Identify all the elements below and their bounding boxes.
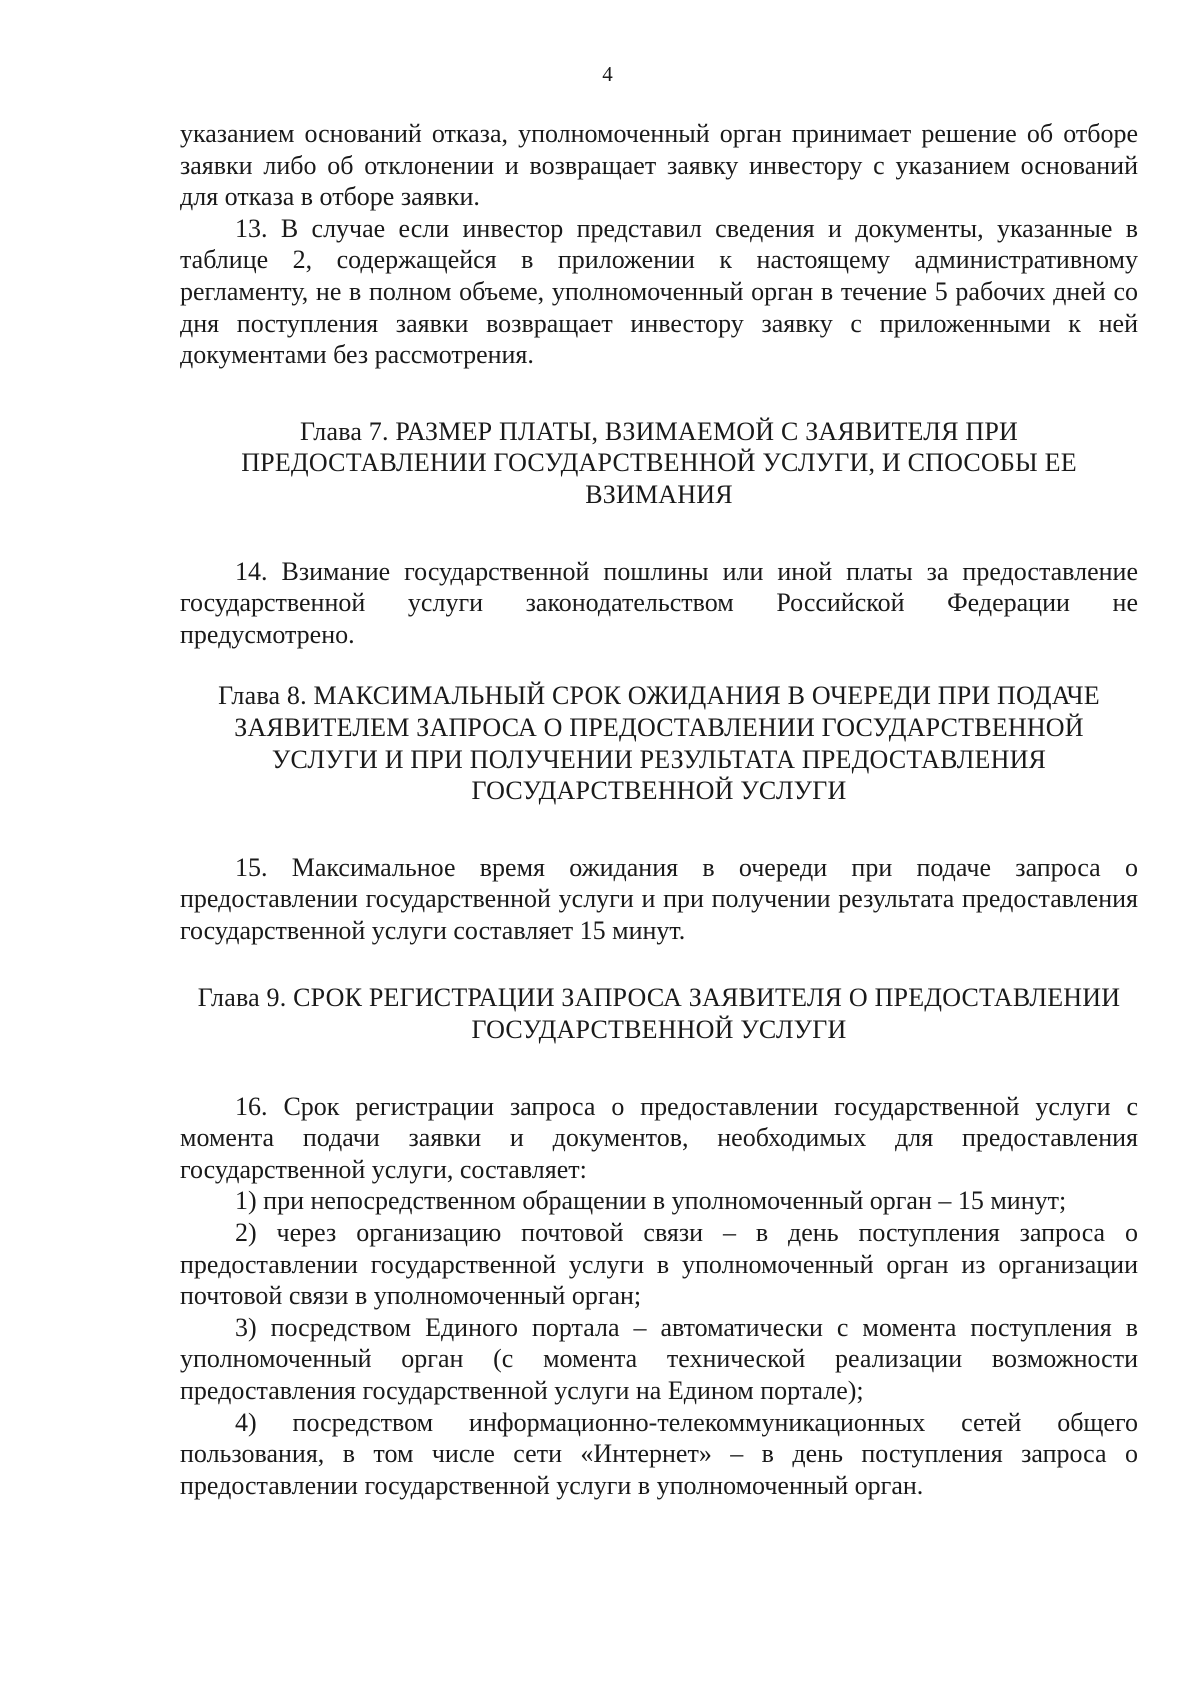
chapter-7-heading: Глава 7. РАЗМЕР ПЛАТЫ, ВЗИМАЕМОЙ С ЗАЯВИТЕЛЯ ПРИ ПРЕДОСТАВЛЕНИИ ГОСУДАРСТВЕННОЙ УСЛУГИ, И СПОСОБЫ ЕЕ ВЗИМАНИЯ <box>241 416 1077 509</box>
paragraph-16-item-3: 3) посредством Единого портала – автоматически с момента поступления в уполномоченный орган (с момента технической реализации возможности предоставления государственной услуги на Едином портале); <box>180 1312 1138 1405</box>
paragraph-continuation: указанием оснований отказа, уполномоченный орган принимает решение об отборе заявки либо об отклонении и возвращает заявку инвестору с указанием оснований для отказа в отборе заявки. <box>180 119 1138 212</box>
paragraph-16-item-2: 2) через организацию почтовой связи – в день поступления запроса о предоставлении государственной услуги в уполномоченный орган из организации почтовой связи в уполномоченный орган; <box>180 1218 1138 1311</box>
chapter-9-heading: Глава 9. СРОК РЕГИСТРАЦИИ ЗАПРОСА ЗАЯВИТЕЛЯ О ПРЕДОСТАВЛЕНИИ ГОСУДАРСТВЕННОЙ УСЛУГИ <box>197 983 1121 1045</box>
paragraph-15: 15. Максимальное время ожидания в очереди при подаче запроса о предоставлении государственной услуги и при получении результата предоставления государственной услуги составляет 15 минут. <box>180 852 1138 945</box>
paragraph-13: 13. В случае если инвестор представил сведения и документы, указанные в таблице 2, содержащейся в приложении к настоящему административному регламенту, не в полном объеме, уполномоченный орган в течение 5 рабочих дней со дня поступления заявки возвращает инвестору заявку с приложенными к ней документами без рассмотрения. <box>180 213 1138 370</box>
paragraph-16-item-1: 1) при непосредственном обращении в уполномоченный орган – 15 минут; <box>235 1186 1067 1216</box>
paragraph-16-item-4: 4) посредством информационно-телекоммуникационных сетей общего пользования, в том числе сети «Интернет» – в день поступления запроса о предоставлении государственной услуги в уполномоченный орган. <box>180 1407 1138 1500</box>
page-number: 4 <box>602 62 613 86</box>
paragraph-16: 16. Срок регистрации запроса о предоставлении государственной услуги с момента подачи заявки и документов, необходимых для предоставления государственной услуги, составляет: <box>180 1091 1138 1184</box>
paragraph-14: 14. Взимание государственной пошлины или иной платы за предоставление государственной услуги законодательством Российской Федерации не предусмотрено. <box>180 556 1138 649</box>
document-body <box>180 118 1138 1501</box>
chapter-8-heading: Глава 8. МАКСИМАЛЬНЫЙ СРОК ОЖИДАНИЯ В ОЧЕРЕДИ ПРИ ПОДАЧЕ ЗАЯВИТЕЛЕМ ЗАПРОСА О ПРЕДОСТАВЛЕНИИ ГОСУДАРСТВЕННОЙ УСЛУГИ И ПРИ ПОЛУЧЕНИИ РЕЗУЛЬТАТА ПРЕДОСТАВЛЕНИЯ ГОСУДАРСТВЕННОЙ УСЛУГИ <box>218 681 1100 806</box>
